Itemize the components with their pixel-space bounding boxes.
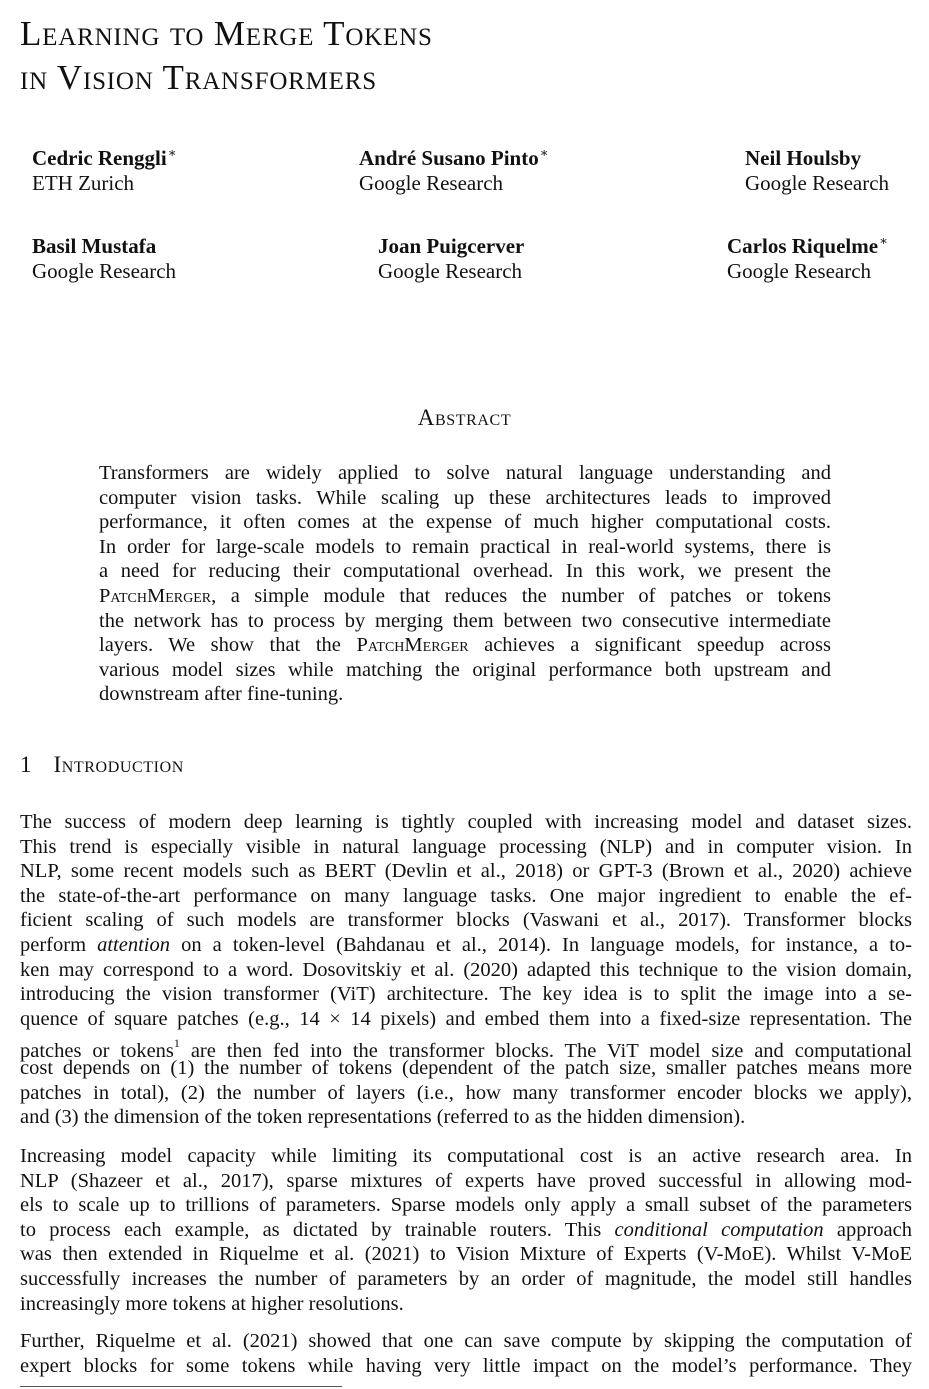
method-name: PatchMerger bbox=[99, 584, 212, 607]
text-line: increasingly more tokens at higher resolutions. bbox=[20, 1292, 404, 1315]
footnote-divider bbox=[20, 1386, 342, 1387]
author-affiliation: Google Research bbox=[745, 171, 890, 195]
equal-contribution-mark: ∗ bbox=[539, 145, 549, 160]
method-name: PatchMerger bbox=[356, 634, 469, 657]
abstract-line: a need for reducing their computational overhead. In this work, we present the bbox=[99, 560, 831, 583]
abstract-line: downstream after fine-tuning. bbox=[99, 683, 344, 706]
abstract-line: the network has to process by merging them between two consecutive intermediate bbox=[99, 609, 831, 632]
abstract-line: Transformers are widely applied to solve natural language understanding and bbox=[99, 462, 831, 484]
text-line: cost depends on (1) the number of tokens (dependent of the patch size, smaller patches means more bbox=[20, 1056, 912, 1079]
text-line: the state-of-the-art performance on many language tasks. One major ingredient to enable the ef- bbox=[20, 884, 912, 907]
section-heading-introduction bbox=[20, 752, 184, 778]
equal-contribution-mark: ∗ bbox=[879, 233, 888, 248]
abstract-line: layers. We show that the PatchMerger achieves a significant speedup across bbox=[99, 634, 832, 657]
text-line: was then extended in Riquelme et al. (2021) to Vision Mixture of Experts (V-MoE). Whilst V-MoE bbox=[20, 1243, 912, 1266]
equal-contribution-mark: ∗ bbox=[167, 145, 177, 160]
text-line: Further, Riquelme et al. (2021) showed that one can save compute by skipping the computation of bbox=[20, 1330, 912, 1352]
text-line: NLP (Shazeer et al., 2017), sparse mixtures of experts have proved successful in allowing mod- bbox=[20, 1169, 912, 1192]
abstract-line: computer vision tasks. While scaling up these architectures leads to improved bbox=[99, 486, 831, 509]
intro-paragraph-1 bbox=[20, 810, 912, 1130]
text-line: els to scale up to trillions of parameters. Sparse models only apply a small subset of the parameters bbox=[20, 1194, 912, 1217]
author-block bbox=[378, 228, 525, 284]
footnote-marker[interactable]: 1 bbox=[173, 1036, 180, 1051]
text-line: ken may correspond to a word. Dosovitskiy et al. (2020) adapted this technique to the vision domain, bbox=[20, 958, 912, 981]
abstract-line: various model sizes while matching the original performance both upstream and bbox=[99, 658, 831, 681]
text-line: introducing the vision transformer (ViT) architecture. The key idea is to split the image into a se- bbox=[20, 983, 912, 1006]
text-line: to process each example, as dictated by trainable routers. This conditional computation approach bbox=[20, 1218, 912, 1241]
author-block bbox=[32, 140, 177, 196]
author-name: Carlos Riquelme∗ bbox=[727, 233, 888, 258]
text-line: ficient scaling of such models are transformer blocks (Vaswani et al., 2017). Transformer blocks bbox=[20, 909, 912, 932]
text-line: and (3) the dimension of the token representations (referred to as the hidden dimension). bbox=[20, 1106, 746, 1129]
text-line: successfully increases the number of parameters by an order of magnitude, the model still handles bbox=[20, 1267, 912, 1290]
text-line: NLP, some recent models such as BERT (Devlin et al., 2018) or GPT-3 (Brown et al., 2020) achieve bbox=[20, 860, 912, 883]
section-number: 1 bbox=[20, 752, 32, 777]
text-line: This trend is especially visible in natural language processing (NLP) and in computer vision. In bbox=[20, 835, 912, 858]
emphasis-text: attention bbox=[97, 933, 170, 956]
title-line-2: in Vision Transformers bbox=[20, 58, 377, 97]
author-name: Neil Houlsby bbox=[745, 146, 862, 170]
abstract-line: PatchMerger, a simple module that reduces the number of patches or tokens bbox=[99, 584, 831, 607]
author-name: Joan Puigcerver bbox=[378, 234, 525, 258]
author-affiliation: Google Research bbox=[32, 259, 177, 283]
author-block bbox=[32, 228, 176, 284]
text-line: The success of modern deep learning is tightly coupled with increasing model and dataset sizes. bbox=[20, 811, 912, 833]
title-line-1: Learning to Merge Tokens bbox=[20, 14, 433, 53]
intro-paragraph-3 bbox=[20, 1329, 912, 1378]
abstract-heading: Abstract bbox=[417, 405, 512, 430]
author-affiliation: Google Research bbox=[378, 259, 523, 283]
text-line: Increasing model capacity while limiting its computational cost is an active research area. In bbox=[20, 1145, 912, 1167]
text-line: quence of square patches (e.g., 14 × 14 pixels) and embed them into a fixed-size representation. The bbox=[20, 1007, 912, 1030]
text-line: expert blocks for some tokens while having very little impact on the model’s performance. They bbox=[20, 1354, 912, 1377]
abstract-line: performance, it often comes at the expense of much higher computational costs. bbox=[99, 511, 831, 534]
text-line: patches or tokens$^1$ are then fed into the transformer blocks. The ViT model size and computational bbox=[20, 1036, 912, 1063]
author-name: Cedric Renggli∗ bbox=[32, 145, 177, 170]
author-block bbox=[727, 228, 888, 284]
emphasis-text: conditional computation bbox=[614, 1218, 824, 1241]
paper-title bbox=[20, 12, 740, 100]
author-block bbox=[359, 140, 549, 196]
text-line: patches in total), (2) the number of layers (i.e., how many transformer encoder blocks we apply), bbox=[20, 1081, 912, 1104]
author-affiliation: ETH Zurich bbox=[32, 171, 135, 195]
author-name: André Susano Pinto∗ bbox=[359, 145, 549, 170]
author-block bbox=[745, 140, 889, 196]
author-affiliation: Google Research bbox=[359, 171, 504, 195]
text-line: perform attention on a token-level (Bahdanau et al., 2014). In language models, for instance, a to- bbox=[20, 933, 912, 956]
section-title: Introduction bbox=[53, 752, 184, 777]
author-affiliation: Google Research bbox=[727, 259, 872, 283]
author-name: Basil Mustafa bbox=[32, 234, 157, 258]
abstract-line: In order for large-scale models to remain practical in real-world systems, there is bbox=[99, 535, 831, 558]
intro-paragraph-2 bbox=[20, 1144, 912, 1316]
abstract-body bbox=[99, 461, 831, 707]
